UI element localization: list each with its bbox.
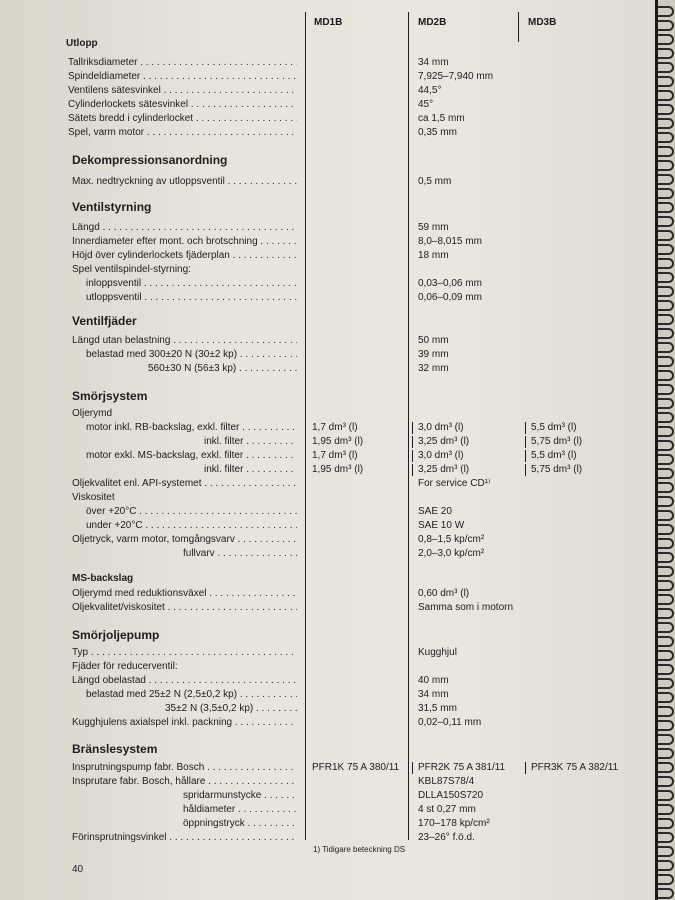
value-md2b: 34 mm xyxy=(418,57,449,68)
section-title: Bränslesystem xyxy=(72,742,158,756)
binding-coil xyxy=(658,720,674,731)
spec-label: Spindeldiameter . . . xyxy=(68,71,297,83)
spec-label: Oljekvalitet/viskositet . . . xyxy=(72,602,297,614)
value-md2b: For service CD¹⁾ xyxy=(418,478,491,489)
spec-label: Cylinderlockets sätesvinkel . . . xyxy=(68,99,297,111)
binding-coil xyxy=(658,62,674,73)
binding-coil xyxy=(658,384,674,395)
binding-coil xyxy=(658,636,674,647)
binding-coil xyxy=(658,412,674,423)
binding-coil xyxy=(658,818,674,829)
value-md2b: 4 st 0,27 mm xyxy=(418,804,476,815)
value-md2b: 0,35 mm xyxy=(418,127,457,138)
section-title: Utlopp xyxy=(66,38,98,49)
value-md2b: 0,5 mm xyxy=(418,176,452,187)
binding-coil xyxy=(658,272,674,283)
binding-coil xyxy=(658,286,674,297)
spec-label: Längd utan belastning . . . xyxy=(72,335,297,347)
spec-label: Höjd över cylinderlockets fjäderplan . . . xyxy=(72,250,297,262)
column-header-md1b: MD1B xyxy=(314,17,343,28)
binding-coil xyxy=(658,34,674,45)
binding-coil xyxy=(658,342,674,353)
column-divider-md1b xyxy=(305,12,306,840)
section-title: Smörjsystem xyxy=(72,389,148,403)
binding-coil xyxy=(658,482,674,493)
spec-label: Max. nedtryckning av utloppsventil . . . xyxy=(72,176,297,188)
value-md2b: PFR2K 75 A 381/11 xyxy=(418,762,506,773)
value-md1b: 1,7 dm³ (l) xyxy=(312,450,358,461)
spec-label: fullvarv . . . xyxy=(183,548,297,560)
value-md2b: 8,0–8,015 mm xyxy=(418,236,482,247)
spec-label: Insprutare fabr. Bosch, hållare . . . xyxy=(72,776,297,788)
section-title: Dekompressionsanordning xyxy=(72,153,228,167)
spec-label: inkl. filter . . . xyxy=(204,436,297,448)
spec-label: Innerdiameter efter mont. och brotschning . . . xyxy=(72,236,297,248)
value-md3b: 5,75 dm³ (l) xyxy=(531,436,583,447)
binding-coil xyxy=(658,244,674,255)
spec-label: Spel ventilspindel-styrning: xyxy=(72,264,191,275)
spec-label: belastad med 300±20 N (30±2 kp) . . . xyxy=(86,349,297,361)
value-md2b: 18 mm xyxy=(418,250,449,261)
value-md2b: 0,06–0,09 mm xyxy=(418,292,482,303)
binding-coil xyxy=(658,328,674,339)
binding-coil xyxy=(658,174,674,185)
binding-coil xyxy=(658,188,674,199)
binding-coil xyxy=(658,370,674,381)
spec-label: Sätets bredd i cylinderlocket . . . xyxy=(68,113,297,125)
value-md2b: 50 mm xyxy=(418,335,449,346)
binding-coil xyxy=(658,580,674,591)
binding-coil xyxy=(658,6,674,17)
binding-coil xyxy=(658,454,674,465)
spec-label: 35±2 N (3,5±0,2 kp) . . . xyxy=(165,703,297,715)
binding-coil xyxy=(658,202,674,213)
value-md2b: 0,03–0,06 mm xyxy=(418,278,482,289)
spec-label: Tallriksdiameter . . . xyxy=(68,57,297,69)
value-md2b: 39 mm xyxy=(418,349,449,360)
value-md2b: 0,60 dm³ (l) xyxy=(418,588,470,599)
binding-coil xyxy=(658,832,674,843)
binding-coil xyxy=(658,398,674,409)
value-md2b: 40 mm xyxy=(418,675,449,686)
spec-label: Oljekvalitet enl. API-systemet . . . xyxy=(72,478,297,490)
binding-coil xyxy=(658,216,674,227)
value-md2b: 3,0 dm³ (l) xyxy=(418,422,464,433)
spec-label: motor exkl. MS-backslag, exkl. filter . . . xyxy=(86,450,297,462)
binding-coil xyxy=(658,594,674,605)
value-md2b: 34 mm xyxy=(418,689,449,700)
binding-coil xyxy=(658,426,674,437)
binding-coil xyxy=(658,776,674,787)
binding-coil xyxy=(658,874,674,885)
binding-coil xyxy=(658,300,674,311)
value-md2b: 170–178 kp/cm² xyxy=(418,818,490,829)
column-header-md3b: MD3B xyxy=(528,17,557,28)
value-md2b: 44,5° xyxy=(418,85,442,96)
spec-label: under +20°C . . . xyxy=(86,520,297,532)
spec-label: Oljerymd med reduktionsväxel . . . xyxy=(72,588,297,600)
value-md2b: Samma som i motorn xyxy=(418,602,514,613)
column-divider-md3b xyxy=(518,12,519,42)
spec-label: håldiameter . . . xyxy=(183,804,297,816)
spec-label: över +20°C . . . xyxy=(86,506,297,518)
spec-label: belastad med 25±2 N (2,5±0,2 kp) . . . xyxy=(86,689,297,701)
value-md2b: KBL87S78/4 xyxy=(418,776,475,787)
column-divider-md2b xyxy=(408,12,409,840)
binding-coil xyxy=(658,860,674,871)
page-number: 40 xyxy=(72,864,84,875)
binding-coil xyxy=(658,258,674,269)
column-header-md2b: MD2B xyxy=(418,17,447,28)
value-md1b: 1,95 dm³ (l) xyxy=(312,436,364,447)
binding-coil xyxy=(658,496,674,507)
binding-coil xyxy=(658,468,674,479)
binding-coil xyxy=(658,748,674,759)
binding-coil xyxy=(658,734,674,745)
value-md2b: 2,0–3,0 kp/cm² xyxy=(418,548,485,559)
section-title: Smörjoljepump xyxy=(72,628,160,642)
value-md2b: 31,5 mm xyxy=(418,703,457,714)
binding-coil xyxy=(658,76,674,87)
value-md2b: 3,0 dm³ (l) xyxy=(418,450,464,461)
binding-coil xyxy=(658,48,674,59)
section-title: Ventilstyrning xyxy=(72,200,152,214)
spec-label: 560±30 N (56±3 kp) . . . xyxy=(148,363,297,375)
value-md2b: ca 1,5 mm xyxy=(418,113,465,124)
binding-coil xyxy=(658,608,674,619)
binding-coil xyxy=(658,510,674,521)
binding-coil xyxy=(658,132,674,143)
spec-label: inkl. filter . . . xyxy=(204,464,297,476)
spec-label: spridarmunstycke . . . xyxy=(183,790,297,802)
spec-label: Insprutningspump fabr. Bosch . . . xyxy=(72,762,297,774)
value-md3b: 5,5 dm³ (l) xyxy=(531,422,577,433)
spec-label: Ventilens sätesvinkel . . . xyxy=(68,85,297,97)
binding-coil xyxy=(658,762,674,773)
binding-coil xyxy=(658,846,674,857)
binding-coil xyxy=(658,692,674,703)
spec-label: motor inkl. RB-backslag, exkl. filter . . . xyxy=(86,422,297,434)
value-md3b: PFR3K 75 A 382/11 xyxy=(531,762,619,773)
value-md1b: 1,95 dm³ (l) xyxy=(312,464,364,475)
binding-coil xyxy=(658,230,674,241)
value-md2b: 23–26° f.ö.d. xyxy=(418,832,475,843)
value-md2b: SAE 10 W xyxy=(418,520,465,531)
binding-coil xyxy=(658,538,674,549)
spec-label: Viskositet xyxy=(72,492,115,503)
value-md3b: 5,75 dm³ (l) xyxy=(531,464,583,475)
value-md2b: 32 mm xyxy=(418,363,449,374)
spec-label: Längd obelastad . . . xyxy=(72,675,297,687)
spec-label: Fjäder för reducerventil: xyxy=(72,661,178,672)
binding-coil xyxy=(658,20,674,31)
binding-coil xyxy=(658,314,674,325)
value-md1b: 1,7 dm³ (l) xyxy=(312,422,358,433)
spec-label: inloppsventil . . . xyxy=(86,278,297,290)
binding-coil xyxy=(658,622,674,633)
binding-coil xyxy=(658,356,674,367)
binding-coil xyxy=(658,524,674,535)
spec-label: öppningstryck . . . xyxy=(183,818,297,830)
binding-coil xyxy=(658,90,674,101)
spec-label: Spel, varm motor . . . xyxy=(68,127,297,139)
value-md2b: 45° xyxy=(418,99,434,110)
spec-label: Oljerymd xyxy=(72,408,113,419)
binding-coil xyxy=(658,664,674,675)
binding-coil xyxy=(658,160,674,171)
binding-coil xyxy=(658,888,674,899)
binding-coil xyxy=(658,146,674,157)
binding-coil xyxy=(658,440,674,451)
value-md1b: PFR1K 75 A 380/11 xyxy=(312,762,400,773)
value-md2b: 0,8–1,5 kp/cm² xyxy=(418,534,485,545)
binding-coil xyxy=(658,790,674,801)
binding-coil xyxy=(658,678,674,689)
spec-label: Längd . . . xyxy=(72,222,297,234)
spec-label: Kugghjulens axialspel inkl. packning . . . xyxy=(72,717,297,729)
footnote: 1) Tidigare beteckning DS xyxy=(313,845,406,854)
value-md2b: 0,02–0,11 mm xyxy=(418,717,482,728)
value-md2b: DLLA150S720 xyxy=(418,790,484,801)
binding-coil xyxy=(658,650,674,661)
binding-coil xyxy=(658,552,674,563)
value-md2b: 59 mm xyxy=(418,222,449,233)
value-md2b: 3,25 dm³ (l) xyxy=(418,436,470,447)
value-md2b: 7,925–7,940 mm xyxy=(418,71,494,82)
section-title: Ventilfjäder xyxy=(72,314,137,328)
value-md2b: 3,25 dm³ (l) xyxy=(418,464,470,475)
value-md2b: Kugghjul xyxy=(418,647,457,658)
binding-coil xyxy=(658,566,674,577)
spec-label: utloppsventil . . . xyxy=(86,292,297,304)
spec-label: Förinsprutningsvinkel . . . xyxy=(72,832,297,844)
binding-coil xyxy=(658,104,674,115)
value-md3b: 5,5 dm³ (l) xyxy=(531,450,577,461)
binding-coil xyxy=(658,118,674,129)
spec-label: Oljetryck, varm motor, tomgångsvarv . . . xyxy=(72,534,297,546)
binding-coil xyxy=(658,804,674,815)
value-md2b: SAE 20 xyxy=(418,506,452,517)
spec-label: Typ . . . xyxy=(72,647,297,659)
binding-coil xyxy=(658,706,674,717)
section-title: MS-backslag xyxy=(72,573,134,584)
